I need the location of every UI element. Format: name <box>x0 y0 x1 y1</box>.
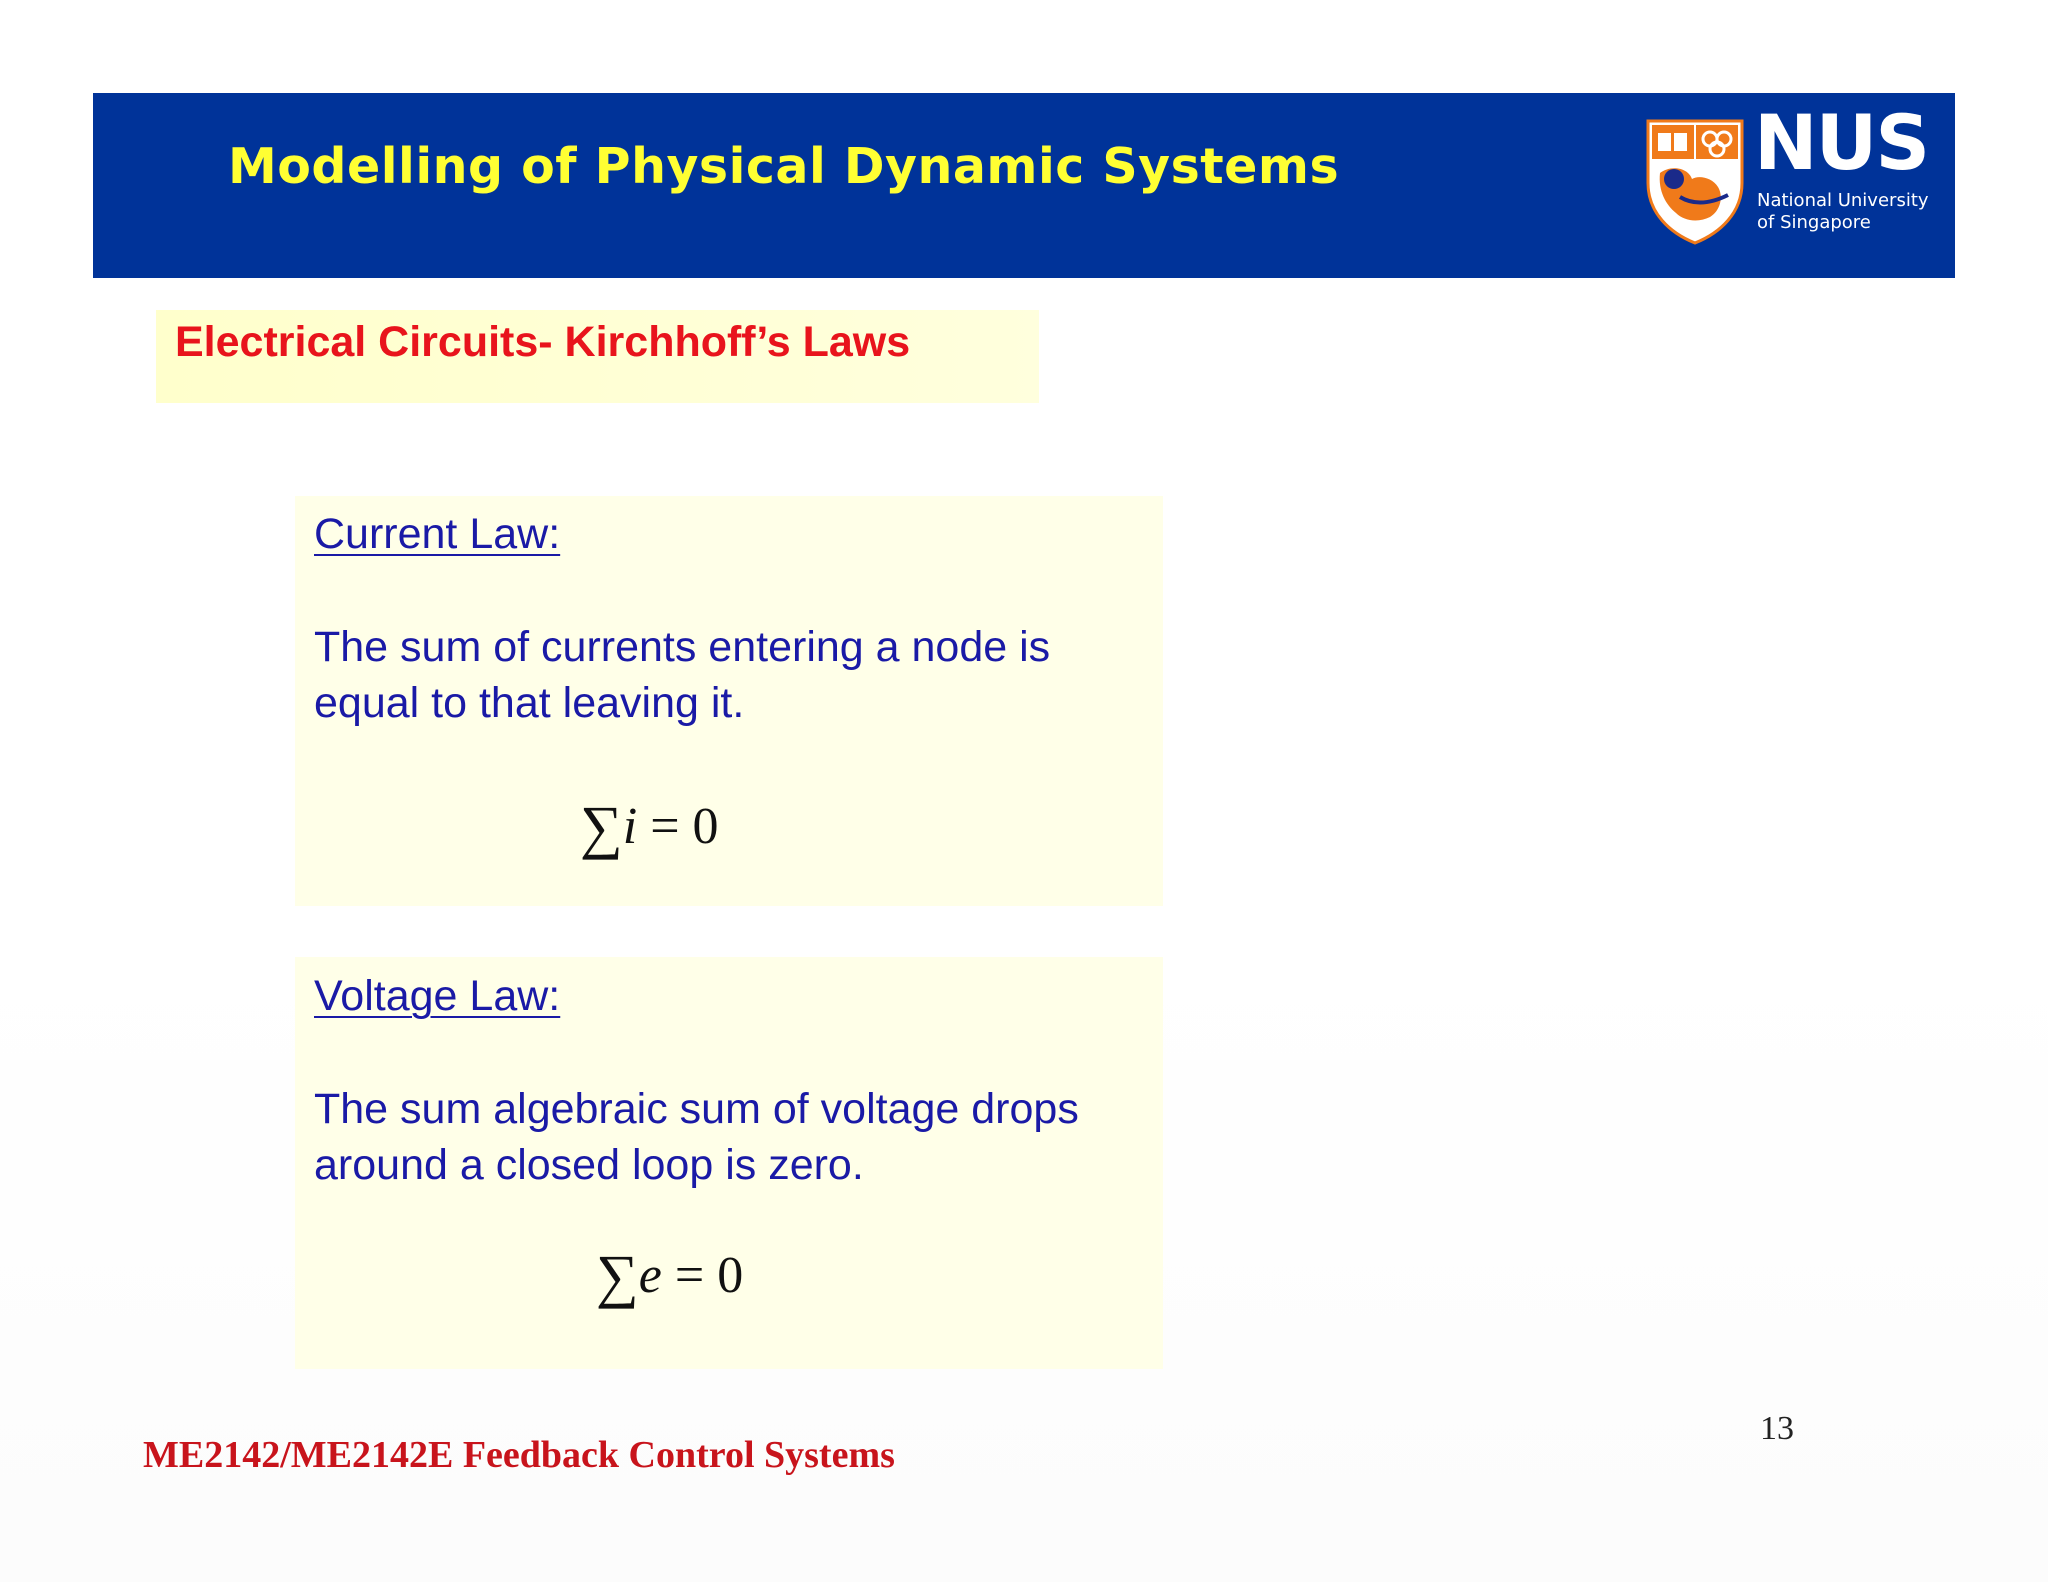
nus-subtitle-line1: National University <box>1757 190 1929 211</box>
voltage-law-formula <box>596 1242 743 1311</box>
formula-variable: e <box>638 1247 662 1304</box>
section-title: Electrical Circuits- Kirchhoff’s Laws <box>175 318 911 366</box>
nus-subtitle <box>1757 190 1929 234</box>
page-number: 13 <box>1760 1410 1794 1447</box>
sum-symbol: ∑ <box>580 794 623 860</box>
course-footer: ME2142/ME2142E Feedback Control Systems <box>143 1434 895 1476</box>
current-law-heading: Current Law: <box>314 510 561 558</box>
sum-symbol: ∑ <box>596 1243 639 1309</box>
voltage-law-text: The sum algebraic sum of voltage drops around a closed loop is zero. <box>314 1085 1079 1189</box>
formula-variable: i <box>622 798 638 855</box>
nus-subtitle-line2: of Singapore <box>1757 212 1871 233</box>
current-law-text: The sum of currents entering a node is equal to that leaving it. <box>314 623 1051 727</box>
formula-rest: = 0 <box>637 798 719 855</box>
voltage-law-heading: Voltage Law: <box>314 972 561 1020</box>
current-law-formula <box>580 793 719 862</box>
nus-wordmark: NUS <box>1754 98 1929 187</box>
formula-rest: = 0 <box>661 1247 744 1304</box>
slide-title: Modelling of Physical Dynamic Systems <box>228 138 1340 195</box>
